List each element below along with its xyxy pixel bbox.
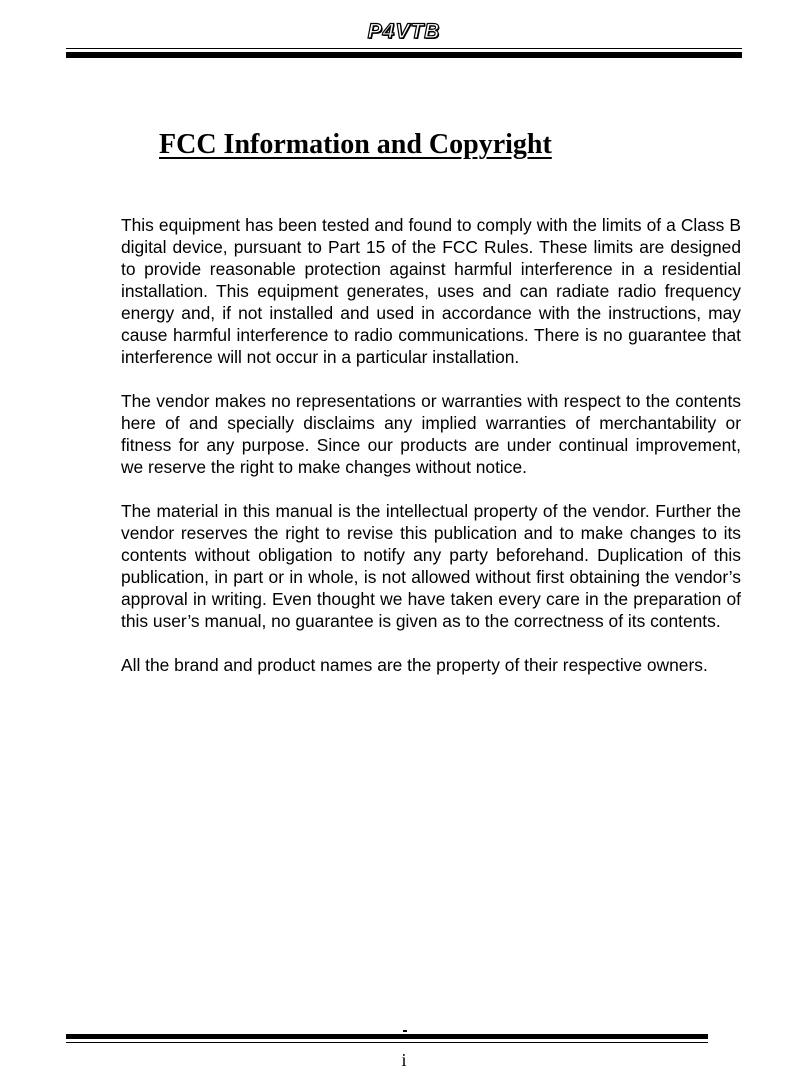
header-rule-thin [66,48,742,49]
header-model-name: P4VTB [367,20,441,43]
footer-rule-thick [66,1034,708,1039]
header-rule-thick [66,52,742,58]
paragraph-trademarks: All the brand and product names are the property of their respective owners. [121,655,708,675]
page-number: i [401,1050,407,1070]
body-text [121,214,741,698]
paragraph-warranty-disclaimer: The vendor makes no representations or warranties with respect to the contents here of and specially disclaims any implied warranties of merchantability or fitness for any purpose. Since our products are under continual improvement, we reserve the right to make changes without notice. [121,391,741,477]
paragraph-fcc-compliance: This equipment has been tested and found to comply with the limits of a Class B digital device, pursuant to Part 15 of the FCC Rules. These limits are designed to provide reasonable protection against harmful interference in a residential installation. This equipment generates, uses and can radiate radio frequency energy and, if not installed and used in accordance with the instructions, may cause harmful interference to radio communications. There is no guarantee that interference will not occur in a particular installation. [121,215,741,367]
footer-tick-mark [403,1030,407,1032]
page-title: FCC Information and Copyright [159,129,552,160]
paragraph-intellectual-property: The material in this manual is the intellectual property of the vendor. Further the vendor reserves the right to revise this publication and to make changes to its contents without obligation to notify any party beforehand. Duplication of this publication, in part or in whole, is not allowed without first obtaining the vendor’s approval in writing. Even thought we have taken every care in the preparation of this user’s manual, no guarantee is given as to the correctness of its contents. [121,501,741,631]
footer-rule-thin [66,1042,708,1043]
